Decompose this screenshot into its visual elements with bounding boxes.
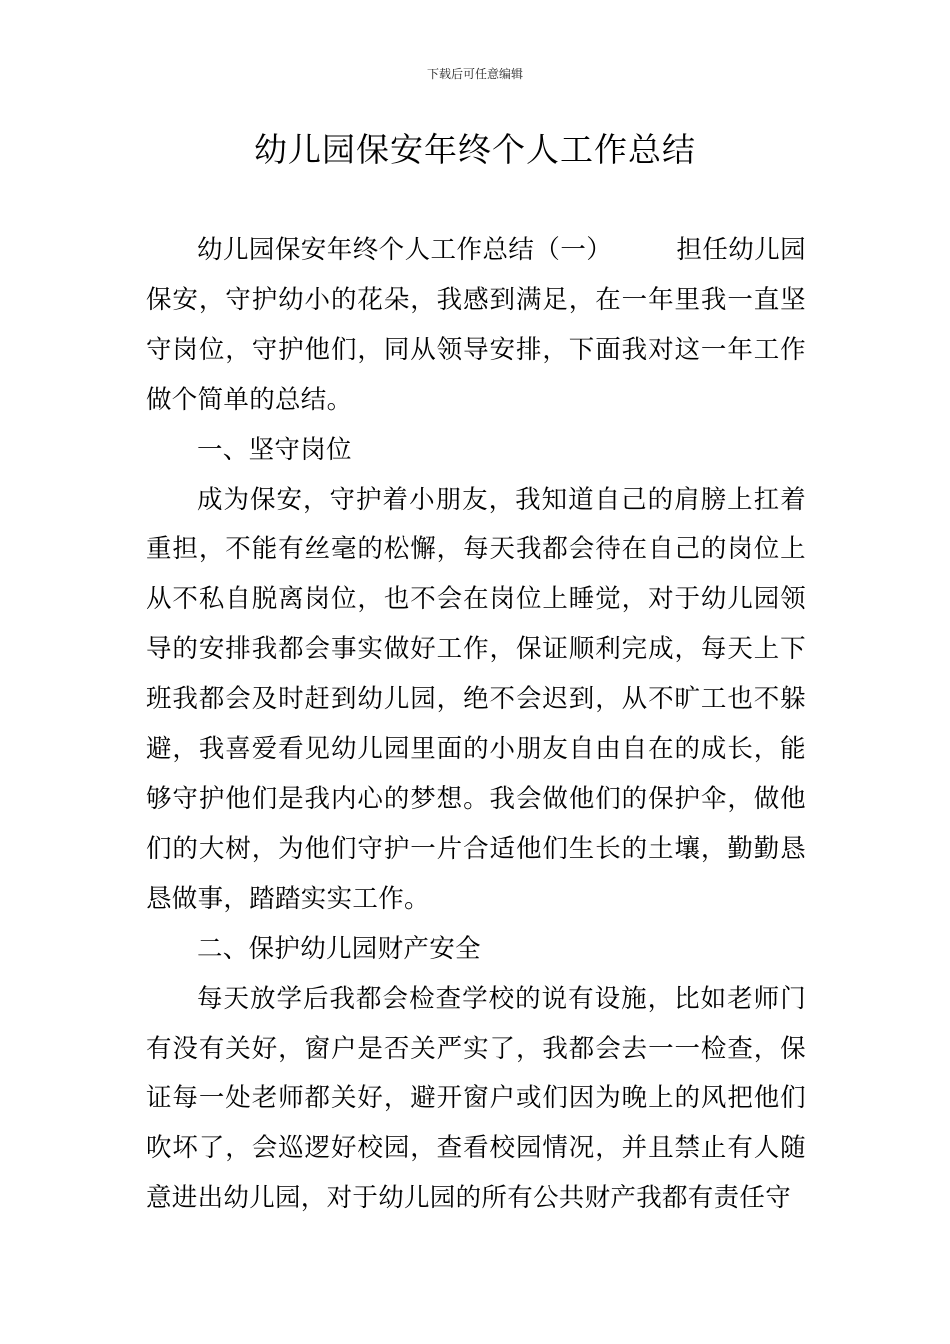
section-heading-1: 一、坚守岗位 [197, 434, 352, 465]
document-body [146, 226, 806, 1224]
header-note: 下载后可任意编辑 [426, 67, 523, 81]
document-title: 幼儿园保安年终个人工作总结 [254, 130, 696, 169]
intro-subtitle: 幼儿园保安年终个人工作总结（一） [197, 235, 613, 265]
section-paragraph-1: 成为保安，守护着小朋友，我知道自己的肩膀上扛着重担，不能有丝毫的松懈，每天我都会待在自己的岗位上从不私自脱离岗位，也不会在岗位上睡觉，对于幼儿园领导的安排我都会事实做好工作，保证顺利完成，每天上下班我都会及时赶到幼儿园，绝不会迟到，从不旷工也不躲避，我喜爱看见幼儿园里面的小朋友自由自在的成长，能够守护他们是我内心的梦想。我会做他们的保护伞，做他们的大树，为他们守护一片合适他们生长的土壤，勤勤恳恳做事，踏踏实实工作。 [146, 484, 806, 914]
section-paragraph-2: 每天放学后我都会检查学校的说有设施，比如老师门有没有关好，窗户是否关严实了，我都会去一一检查，保证每一处老师都关好，避开窗户或们因为晚上的风把他们吹坏了，会巡逻好校园，查看校园情况，并且禁止有人随意进出幼儿园，对于幼儿园的所有公共财产我都有责任守 [146, 983, 806, 1214]
intro-paragraph [146, 226, 806, 426]
section-heading-2: 二、保护幼儿园财产安全 [197, 933, 481, 964]
intro-text: 担任幼儿园保安，守护幼小的花朵，我感到满足，在一年里我一直坚守岗位，守护他们，同从领导安排，下面我对这一年工作做个简单的总结。 [146, 235, 806, 415]
